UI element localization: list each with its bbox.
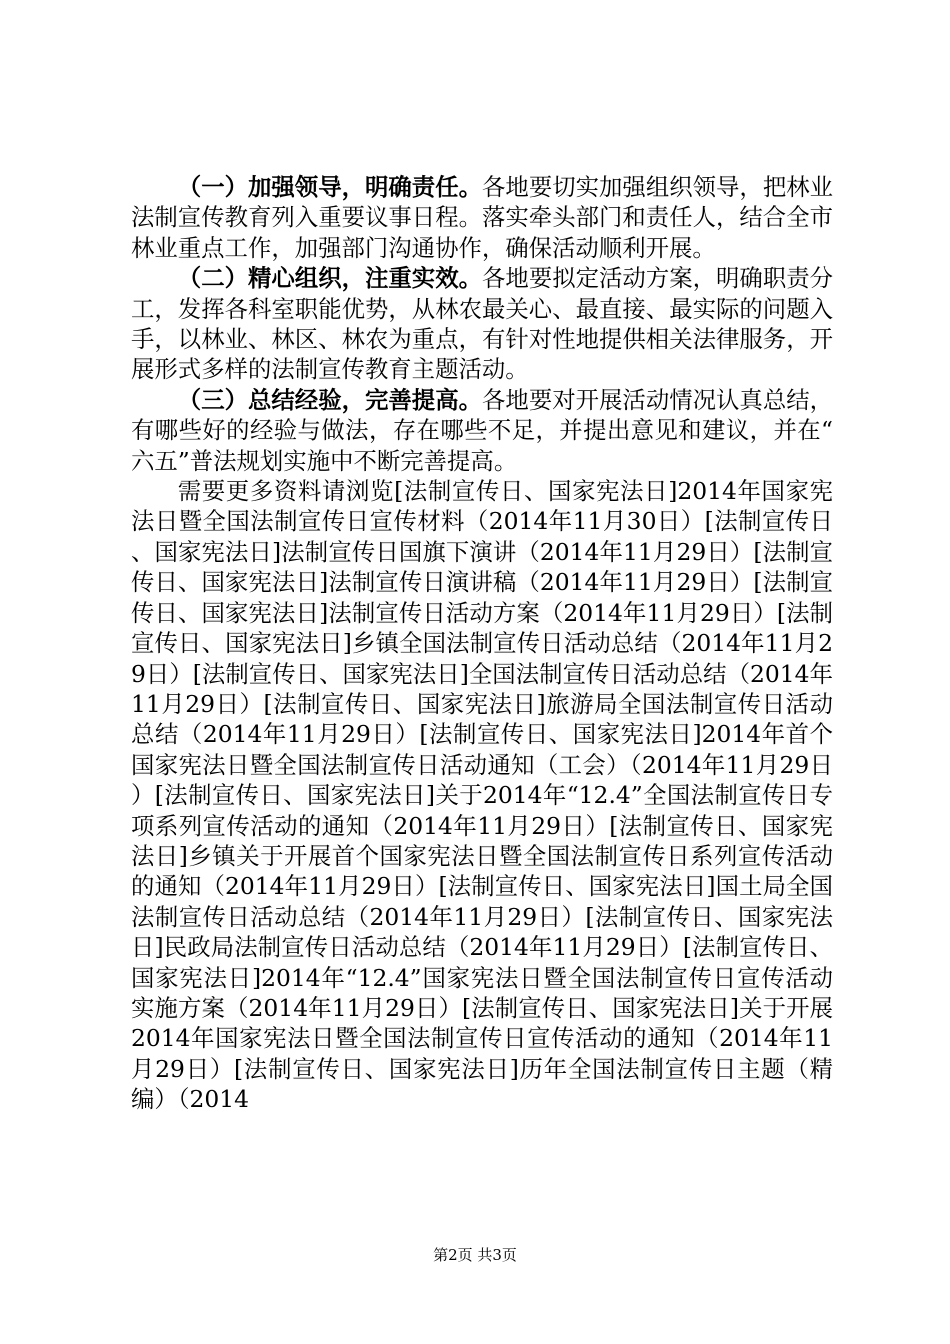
paragraph-heading: （一）加强领导，明确责任。	[177, 173, 483, 201]
paragraph-text: 各地要对开展活动情况认真总结，有哪些好的经验与做法，存在哪些不足，并提出意见和建议，并在“六五”普法规划实施中不断完善提高。	[131, 385, 834, 475]
paragraph-more-resources	[131, 476, 833, 1115]
paragraph-heading: （三）总结经验，完善提高。	[177, 385, 483, 414]
paragraph-text: 各地要拟定活动方案，明确职责分工，发挥各科室职能优势，从林农最关心、最直接、最实际的问题入手，以林业、林区、林农为重点，有针对性地提供相关法律服务，开展形式多样的法制宣传教育主题活动。	[131, 264, 834, 384]
paragraph-heading: （二）精心组织，注重实效。	[177, 264, 483, 293]
page-footer	[0, 1246, 950, 1264]
paragraph-organization	[131, 263, 833, 385]
document-body	[131, 172, 833, 1115]
paragraph-text: 各地要切实加强组织领导，把林业法制宣传教育列入重要议事日程。落实牵头部门和责任人，结合全市林业重点工作，加强部门沟通协作，确保活动顺利开展。	[131, 173, 834, 262]
page-total: 共3页	[477, 1246, 517, 1264]
paragraph-text: 需要更多资料请浏览[法制宣传日、国家宪法日]2014年国家宪法日暨全国法制宣传日宣传材料（2014年11月30日）[法制宣传日、国家宪法日]法制宣传日国旗下演讲（2014年11月29日）[法制宣传日、国家宪法日]法制宣传日演讲稿（2014年11月29日）[法制宣传日、国家宪法日]法制宣传日活动方案（2014年11月29日）[法制宣传日、国家宪法日]乡镇全国法制宣传日活动总结（2014年11月29日）[法制宣传日、国家宪法日]全国法制宣传日活动总结（2014年11月29日）[法制宣传日、国家宪法日]旅游局全国法制宣传日活动总结（2014年11月29日）[法制宣传日、国家宪法日]2014年首个国家宪法日暨全国法制宣传日活动通知（工会）（2014年11月29日）[法制宣传日、国家宪法日]关于2014年“12.4”全国法制宣传日专项系列宣传活动的通知（2014年11月29日）[法制宣传日、国家宪法日]乡镇关于开展首个国家宪法日暨全国法制宣传日系列宣传活动的通知（2014年11月29日）[法制宣传日、国家宪法日]国土局全国法制宣传日活动总结（2014年11月29日）[法制宣传日、国家宪法日]民政局法制宣传日活动总结（2014年11月29日）[法制宣传日、国家宪法日]2014年“12.4”国家宪法日暨全国法制宣传日宣传活动实施方案（2014年11月29日）[法制宣传日、国家宪法日]关于开展2014年国家宪法日暨全国法制宣传日宣传活动的通知（2014年11月29日）[法制宣传日、国家宪法日]历年全国法制宣传日主题（精编）（2014	[131, 477, 833, 1114]
paragraph-leadership	[131, 172, 833, 263]
page-number: 第2页	[433, 1246, 473, 1264]
paragraph-summary	[131, 385, 833, 476]
